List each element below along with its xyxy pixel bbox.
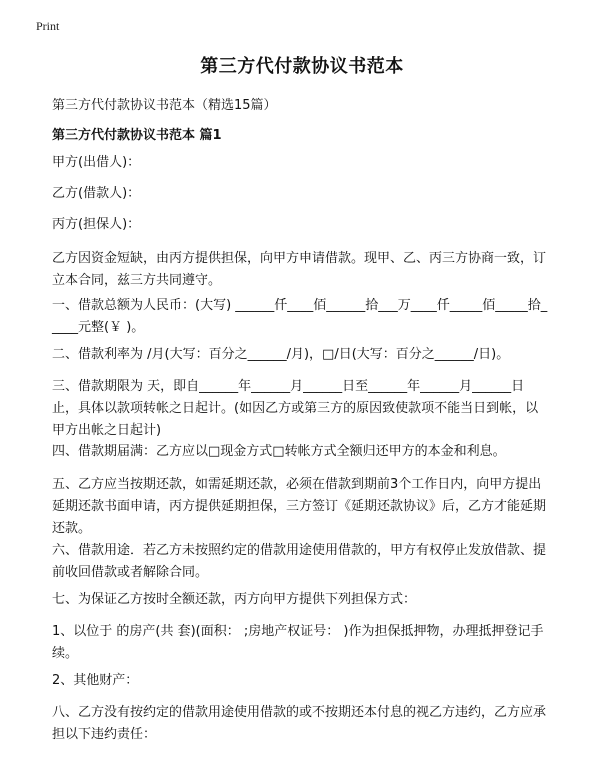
clause-4-repayment: 四、借款期届满：乙方应以□现金方式□转帐方式全额归还甲方的本金和利息。 <box>52 444 506 459</box>
clause-7-guarantee: 七、为保证乙方按时全额还款，丙方向甲方提供下列担保方式： <box>52 592 417 607</box>
clause-8-breach: 八、乙方没有按约定的借款用途使用借款的或不按期还本付息的视乙方违约，乙方应承担以下违约责任： <box>52 705 547 742</box>
guarantee-item-2: 2、其他财产： <box>52 673 139 688</box>
document-title: 第三方代付款协议书范本 <box>200 56 404 77</box>
clause-6-purpose: 六、借款用途．若乙方未按照约定的借款用途使用借款的，甲方有权停止发放借款、提前收回借款或者解除合同。 <box>52 543 547 580</box>
preamble-paragraph: 乙方因资金短缺，由丙方提供担保，向甲方申请借款。现甲、乙、丙三方协商一致，订立本合同，兹三方共同遵守。 <box>52 251 547 288</box>
party-a-line: 甲方(出借人)： <box>52 155 141 170</box>
party-b-line: 乙方(借款人)： <box>52 186 141 201</box>
clause-1-amount: 一、借款总额为人民币：(大写) ______仟____佰______拾___万____仟_____佰_____拾_____元整(￥ )。 <box>52 298 548 335</box>
guarantee-item-1: 1、以位于 的房产(共 套)(面积： ;房地产权证号： )作为担保抵押物，办理抵押登记手续。 <box>52 624 544 661</box>
print-link[interactable]: Print <box>36 19 60 33</box>
clause-3-term: 三、借款期限为 天，即自______年______月______日至______年______月______日止，具体以款项转帐之日起计。(如因乙方或第三方的原因致使款项不能当日到帐，以甲方出帐之日起计) <box>52 379 539 438</box>
section-heading: 第三方代付款协议书范本 篇1 <box>52 128 222 143</box>
document-subtitle: 第三方代付款协议书范本（精选15篇） <box>52 98 277 113</box>
clause-5-extension: 五、乙方应当按期还款，如需延期还款，必须在借款到期前3个工作日内，向甲方提出延期还款书面申请，丙方提供延期担保，三方签订《延期还款协议》后，乙方才能延期还款。 <box>52 477 547 536</box>
party-c-line: 丙方(担保人)： <box>52 217 141 232</box>
clause-2-rate: 二、借款利率为 /月(大写：百分之______/月)，□/日(大写：百分之______/日)。 <box>52 347 510 362</box>
